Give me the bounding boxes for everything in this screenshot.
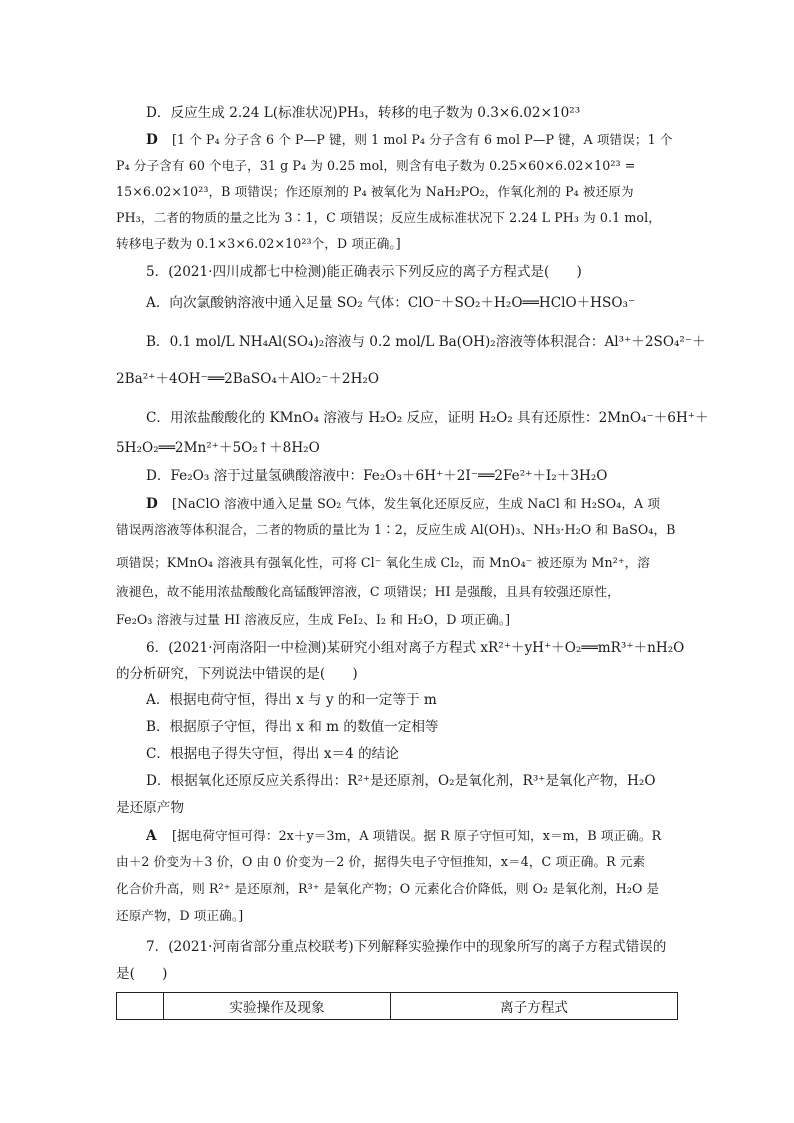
text-line: 5．(2021·四川成都七中检测)能正确表示下列反应的离子方程式是( ) bbox=[146, 264, 582, 280]
text-line: 化合价升高，则 R²⁺ 是还原剂，R³⁺ 是氧化产物；O 元素化合价降低，则 O₂ 是氧化剂，H₂O 是 bbox=[116, 881, 660, 896]
text-line: PH₃，二者的物质的量之比为 3∶1，C 项错误；反应生成标准状况下 2.24 L PH₃ 为 0.1 mol， bbox=[116, 210, 661, 225]
text-line: 由＋2 价变为＋3 价，O 由 0 价变为－2 价，据得失电子守恒推知，x＝4，C 项正确。R 元素 bbox=[116, 854, 646, 869]
text-line: D．反应生成 2.24 L(标准状况)PH₃，转移的电子数为 0.3×6.02×10²³ bbox=[146, 105, 581, 121]
text-line: 2Ba²⁺＋4OH⁻══2BaSO₄＋AlO₂⁻＋2H₂O bbox=[116, 371, 380, 387]
table-header-row bbox=[117, 993, 678, 1020]
text-line: C．用浓盐酸酸化的 KMnO₄ 溶液与 H₂O₂ 反应，证明 H₂O₂ 具有还原性：2MnO₄⁻＋6H⁺＋ bbox=[146, 410, 709, 426]
text-line: 是还原产物 bbox=[116, 800, 184, 816]
text-line: 错误两溶液等体积混合，二者的物质的量比为 1∶2，反应生成 Al(OH)₃、NH₃·H₂O 和 BaSO₄，B bbox=[116, 522, 676, 537]
table-header-cell: 离子方程式 bbox=[391, 993, 678, 1020]
text-line: [据电荷守恒可得：2x＋y＝3m，A 项错误。据 R 原子守恒可知，x＝m，B 项正确。R bbox=[172, 828, 662, 843]
question-7-table bbox=[116, 992, 678, 1020]
table-header-cell: 实验操作及现象 bbox=[164, 993, 391, 1020]
text-line: A bbox=[146, 828, 157, 844]
text-line: 的分析研究，下列说法中错误的是( ) bbox=[116, 666, 358, 682]
text-line: [NaClO 溶液中通入足量 SO₂ 气体，发生氧化还原反应，生成 NaCl 和 H₂SO₄，A 项 bbox=[172, 496, 661, 511]
text-line: 转移电子数为 0.1×3×6.02×10²³个，D 项正确。] bbox=[116, 236, 401, 251]
text-line: 项错误；KMnO₄ 溶液具有强氧化性，可将 Cl⁻ 氧化生成 Cl₂，而 MnO₄⁻ 被还原为 Mn²⁺，溶 bbox=[116, 555, 650, 570]
text-line: D．Fe₂O₃ 溶于过量氢碘酸溶液中：Fe₂O₃＋6H⁺＋2I⁻══2Fe²⁺＋I₂＋3H₂O bbox=[146, 468, 608, 484]
text-line: B．0.1 mol/L NH₄Al(SO₄)₂溶液与 0.2 mol/L Ba(OH)₂溶液等体积混合：Al³⁺＋2SO₄²⁻＋ bbox=[146, 334, 706, 350]
text-line: A．根据电荷守恒，得出 x 与 y 的和一定等于 m bbox=[146, 692, 437, 708]
text-line: Fe₂O₃ 溶液与过量 HI 溶液反应，生成 FeI₂、I₂ 和 H₂O，D 项正确。] bbox=[116, 612, 511, 627]
text-line: C．根据电子得失守恒，得出 x＝4 的结论 bbox=[146, 746, 399, 762]
text-line: D．根据氧化还原反应关系得出：R²⁺是还原剂，O₂是氧化剂，R³⁺是氧化产物，H₂O bbox=[146, 773, 656, 789]
text-line: [1 个 P₄ 分子含 6 个 P—P 键，则 1 mol P₄ 分子含有 6 mol P—P 键，A 项错误；1 个 bbox=[172, 132, 673, 147]
text-line: A．向次氯酸钠溶液中通入足量 SO₂ 气体：ClO⁻＋SO₂＋H₂O══HClO＋HSO₃⁻ bbox=[146, 295, 636, 311]
text-line: 还原产物，D 项正确。] bbox=[116, 908, 244, 923]
text-line: D bbox=[146, 132, 158, 148]
text-line: B．根据原子守恒，得出 x 和 m 的数值一定相等 bbox=[146, 719, 439, 735]
text-line: 液褪色，故不能用浓盐酸酸化高锰酸钾溶液，C 项错误；HI 是强酸，且具有较强还原性， bbox=[116, 584, 620, 599]
text-line: 是( ) bbox=[116, 966, 168, 982]
text-line: P₄ 分子含有 60 个电子，31 g P₄ 为 0.25 mol，则含有电子数为 0.25×60×6.02×10²³ = bbox=[116, 158, 636, 173]
text-line: D bbox=[146, 496, 158, 512]
text-line: 7．(2021·河南省部分重点校联考)下列解释实验操作中的现象所写的离子方程式错误的 bbox=[146, 939, 667, 955]
text-line: 15×6.02×10²³，B 项错误；作还原剂的 P₄ 被氧化为 NaH₂PO₂，作氧化剂的 P₄ 被还原为 bbox=[116, 184, 634, 199]
text-line: 6．(2021·河南洛阳一中检测)某研究小组对离子方程式 xR²⁺＋yH⁺＋O₂══mR³⁺＋nH₂O bbox=[146, 640, 685, 656]
table-header-cell bbox=[117, 993, 164, 1020]
text-line: 5H₂O₂══2Mn²⁺＋5O₂↑＋8H₂O bbox=[116, 440, 320, 456]
